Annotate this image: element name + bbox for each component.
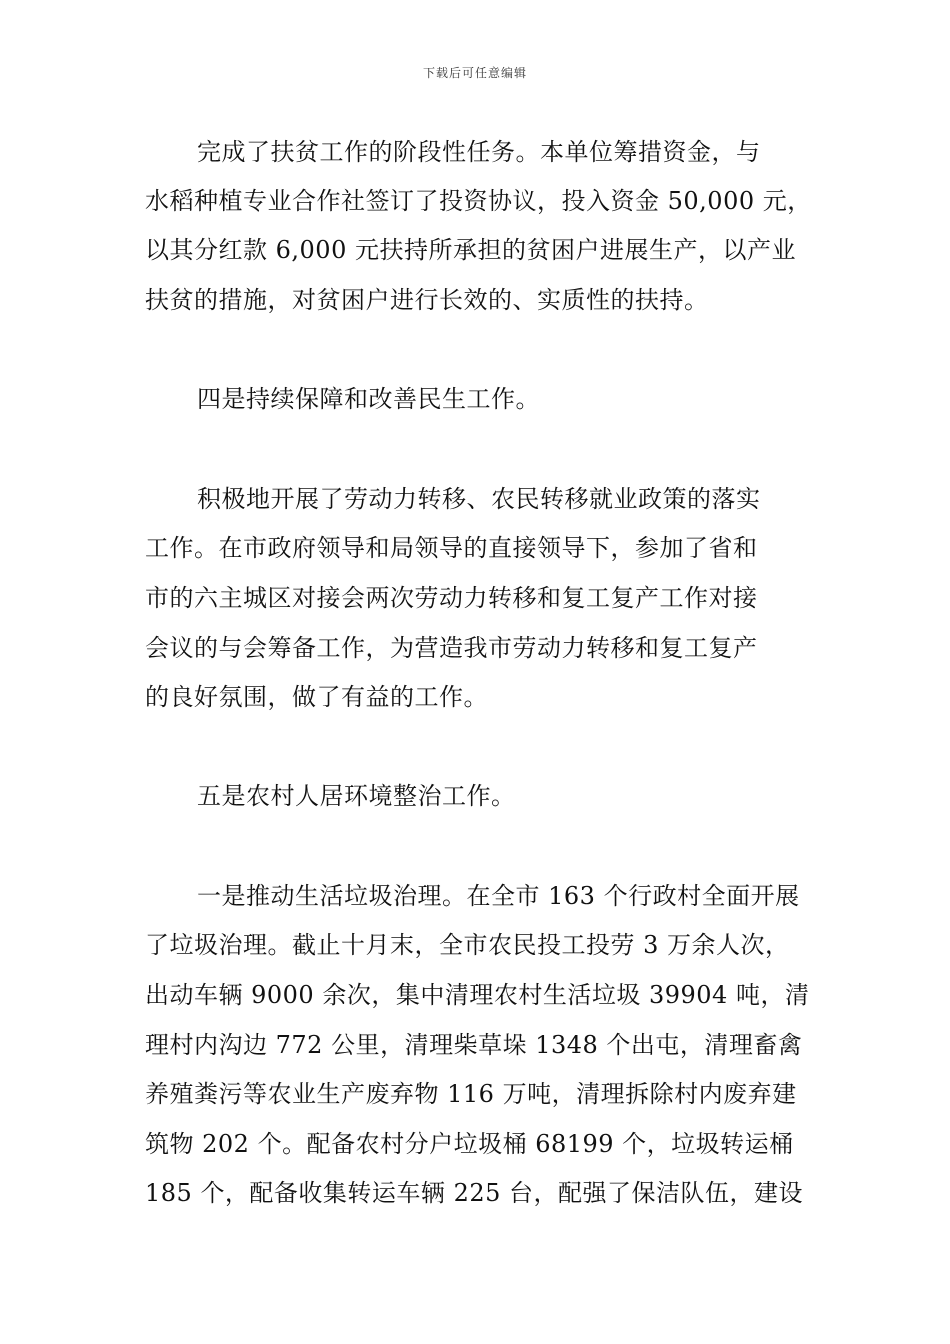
paragraph-3-line-2: 工作。在市政府领导和局领导的直接领导下，参加了省和 (145, 534, 758, 562)
paragraph-1-line-2: 水稻种植专业合作社签订了投资协议，投入资金 50,000 元， (145, 187, 812, 215)
paragraph-3-line-1: 积极地开展了劳动力转移、农民转移就业政策的落实 (197, 485, 761, 513)
paragraph-1-line-3: 以其分红款 6,000 元扶持所承担的贫困户进展生产，以产业 (145, 236, 796, 264)
paragraph-5-line-3: 出动车辆 9000 余次，集中清理农村生活垃圾 39904 吨，清 (145, 981, 810, 1009)
paragraph-5-line-7: 185 个，配备收集转运车辆 225 台，配强了保洁队伍，建设 (145, 1179, 804, 1207)
paragraph-5-line-4: 理村内沟边 772 公里，清理柴草垛 1348 个出屯，清理畜禽 (145, 1031, 803, 1059)
paragraph-5-line-5: 养殖粪污等农业生产废弃物 116 万吨，清理拆除村内废弃建 (145, 1080, 797, 1108)
paragraph-5-line-1: 一是推动生活垃圾治理。在全市 163 个行政村全面开展 (197, 882, 800, 910)
paragraph-1-line-4: 扶贫的措施，对贫困户进行长效的、实质性的扶持。 (145, 286, 709, 314)
paragraph-2-heading: 四是持续保障和改善民生工作。 (197, 385, 540, 413)
paragraph-3-line-4: 会议的与会筹备工作，为营造我市劳动力转移和复工复产 (145, 634, 758, 662)
paragraph-3-line-5: 的良好氛围，做了有益的工作。 (145, 683, 488, 711)
paragraph-4-heading: 五是农村人居环境整治工作。 (197, 782, 516, 810)
page-header: 下载后可任意编辑 (422, 66, 527, 80)
paragraph-5-line-2: 了垃圾治理。截止十月末，全市农民投工投劳 3 万余人次， (145, 931, 790, 959)
paragraph-3-line-3: 市的六主城区对接会两次劳动力转移和复工复产工作对接 (145, 584, 758, 612)
paragraph-5-line-6: 筑物 202 个。配备农村分户垃圾桶 68199 个，垃圾转运桶 (145, 1130, 794, 1158)
paragraph-1-line-1: 完成了扶贫工作的阶段性任务。本单位筹措资金，与 (197, 138, 761, 166)
